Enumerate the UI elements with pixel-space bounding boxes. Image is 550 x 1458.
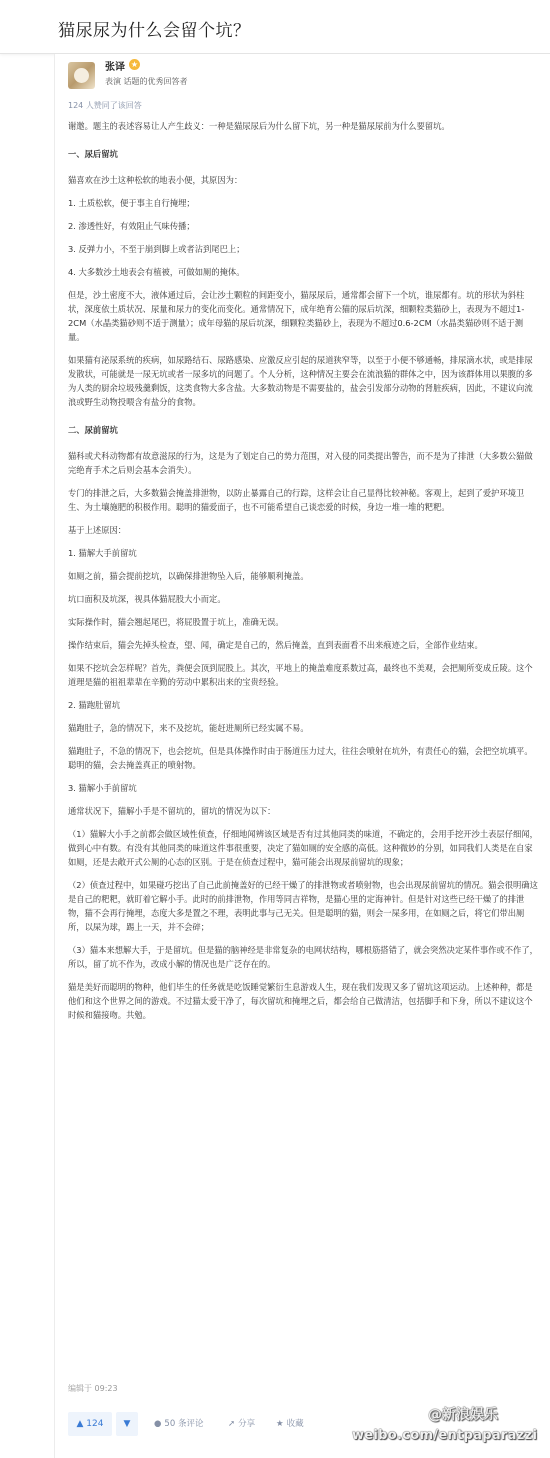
answer-content [68,119,538,1031]
paragraph: 但是，沙土密度不大，液体通过后，会让沙土颗粒的间距变小，猫尿尿后，通常都会留下一个坑，谁尿都有。坑的形状为斜柱状，深度依土质状况、尿量和尿力的变化而变化。通常情况下，成年绝育公猫的尿后坑深，细颗粒类猫砂上，表现为不超过1-2CM（水晶类猫砂则不适于测量）；成年母猫的尿后坑深，细颗粒类猫砂上，表现为不超过0.6-2CM（水晶类猫砂则不适于测量。 [68,290,525,342]
paragraph: 坑口面积及坑深，视具体猫屁股大小而定。 [68,594,226,604]
paragraph: 猫是美好而聪明的物种，他们毕生的任务就是吃饭睡觉繁衍生息游戏人生，现在我们发现又多了留坑这项运动。上述种种，都是他们和这个世界之间的游戏。不过猫太爱干净了，每次留坑和掩埋之后，都会给自己做清洁，包括脚手和下身，所以不建议这个时候和猫接吻。共勉。 [68,982,533,1020]
watermark-logo: @新浪娱乐 [428,1407,498,1423]
paragraph: 猫跑肚子，急的情况下，来不及挖坑，能赶进厕所已经实属不易。 [68,723,309,733]
gold-star-badge-icon: ★ [130,60,139,69]
list-item: 4. 大多数沙土地表会有植被，可做如厕的掩体。 [68,267,245,277]
paragraph: 实际操作时，猫会翘起尾巴，将屁股置于坑上，准确无误。 [68,617,284,627]
paragraph: （1）猫解大小手之前都会做区域性侦查，仔细地闻辨该区域是否有过其他同类的味道，不确定的，会用手挖开沙土表层仔细闻，做到心中有数。有没有其他同类的味道这件事很重要，决定了猫如厕的安全感的高低。这种微妙的分别，如同我们人类是在自家如厕，还是去敞开式公厕的心态的区别。于是在侦查过程中，猫可能会出现尿前留坑的现象； [68,829,538,867]
watermark-url: weibo.com/entpaparazzi [352,1428,538,1443]
votes-summary[interactable]: 124 人赞同了该回答 [68,101,142,110]
paragraph: 如厕之前，猫会提前挖坑，以确保排泄物坠入后，能够顺利掩盖。 [68,571,309,581]
collect-button[interactable] [276,1412,304,1436]
section-heading: 一、尿后留坑 [68,149,118,159]
answer-card [54,54,550,1458]
list-item: 2. 渗透性好，有效阻止气味传播； [68,221,195,231]
share-button[interactable] [228,1412,255,1436]
paragraph: 基于上述原因： [68,525,127,535]
paragraph: （2）侦查过程中，如果碰巧挖出了自己此前掩盖好的已经干燥了的排泄物或者喷射物，也会出现尿前留坑的情况。猫会很明确这是自己的粑粑，就盯着它解小手。此时的前排泄物，作用等同吉祥物，是猫心里的定海神针。但是针对这些已经干燥了的排泄物，猫不会再行掩埋，态度大多是置之不理，表明此事与己无关。但是聪明的猫，则会一屎多用，在如厕之后，将它们带出厕所，以屎为球，踢上一天，并不会碎； [68,880,538,932]
list-item: 1. 土质松软，便于事主自行掩埋； [68,198,195,208]
author-name[interactable]: 张译 [105,62,125,73]
author-bio: 表演 话题的优秀回答者 [105,77,188,86]
subsection-heading: 3. 猫解小手前留坑 [68,783,137,793]
vote-count: 124 [86,1419,104,1429]
subsection-heading: 2. 猫跑肚留坑 [68,700,121,710]
comment-bubble-icon: ● [154,1419,162,1429]
star-icon: ★ [276,1419,284,1429]
paragraph: 谢邀。题主的表述容易让人产生歧义：一种是猫尿尿后为什么留下坑，另一种是猫尿尿前为什么要留坑。 [68,121,450,131]
paragraph: 通常状况下，猫解小手是不留坑的，留坑的情况为以下： [68,806,276,816]
question-header [0,0,550,54]
triangle-down-icon: ▼ [123,1419,131,1429]
subsection-heading: 1. 猫解大手前留坑 [68,548,137,558]
comments-button[interactable] [154,1412,203,1436]
triangle-up-icon: ▲ [76,1419,84,1429]
paragraph: 猫喜欢在沙土这种松软的地表小便，其原因为： [68,175,243,185]
paragraph: 猫科或犬科动物都有故意滋尿的行为，这是为了划定自己的势力范围，对入侵的同类提出警告，而不是为了排泄（大多数公猫做完绝育手术之后则会基本会消失）。 [68,451,533,475]
paragraph: 猫跑肚子，不急的情况下，也会挖坑，但是具体操作时由于肠道压力过大，往往会喷射在坑外，有责任心的猫，会把空坑填平。聪明的猫，会去掩盖真正的喷射物。 [68,746,533,770]
edited-timestamp[interactable]: 编辑于 09:23 [68,1384,118,1393]
paragraph: 操作结束后，猫会先掉头检查，望、闻，确定是自己的，然后掩盖，直到表面看不出来痕迹之后，全部作业结束。 [68,640,483,650]
vote-up-button[interactable] [68,1412,112,1436]
list-item: 3. 反弹力小，不至于崩到脚上或者沾到尾巴上； [68,244,245,254]
question-title[interactable]: 猫尿尿为什么会留个坑？ [58,21,251,41]
avatar[interactable] [68,62,95,89]
paragraph: 如果不挖坑会怎样呢？首先，粪便会顶到屁股上。其次，平地上的掩盖难度系数过高，最终也不美观，会把厕所变成丘陵。这个道理是猫的祖祖辈辈在辛勤的劳动中累积出来的宝贵经验。 [68,663,533,687]
paragraph: 如果猫有泌尿系统的疾病，如尿路结石、尿路感染、应激反应引起的尿道狭窄等，以至于小便不够通畅，排尿滴水状，或是排尿发散状，可能就是一尿无坑或者一尿多坑的问题了。个人分析，这种情况主要会在流浪猫的群体之中，因为该群体用以果腹的多为人类的厨余垃圾残羹剩饭，这类食物大多含盐。大多数动物是不需要盐的，盐会引发部分动物的肾脏疾病，因此，不建议向流浪或野生动物投喂含有盐分的食物。 [68,355,533,407]
section-heading: 二、尿前留坑 [68,425,118,435]
collect-label: 收藏 [286,1419,304,1429]
vote-down-button[interactable] [116,1412,138,1436]
share-label: 分享 [238,1419,256,1429]
share-arrow-icon: ➚ [228,1419,236,1429]
paragraph: 专门的排泄之后，大多数猫会掩盖排泄物，以防止暴露自己的行踪，这样会让自己显得比较神秘。客观上，起到了爱护环境卫生、为土壤施肥的积极作用。聪明的猫爱面子，也不可能希望自己谈恋爱的时候，身边一堆一堆的粑粑。 [68,488,525,512]
comments-label: 50 条评论 [164,1419,204,1429]
paragraph: （3）猫本来想解大手，于是留坑。但是猫的脑神经是非常复杂的电网状结构，哪根筋搭错了，就会突然决定某件事作或不作了，所以，留了坑不作为，改成小解的情况也是广泛存在的。 [68,945,538,969]
